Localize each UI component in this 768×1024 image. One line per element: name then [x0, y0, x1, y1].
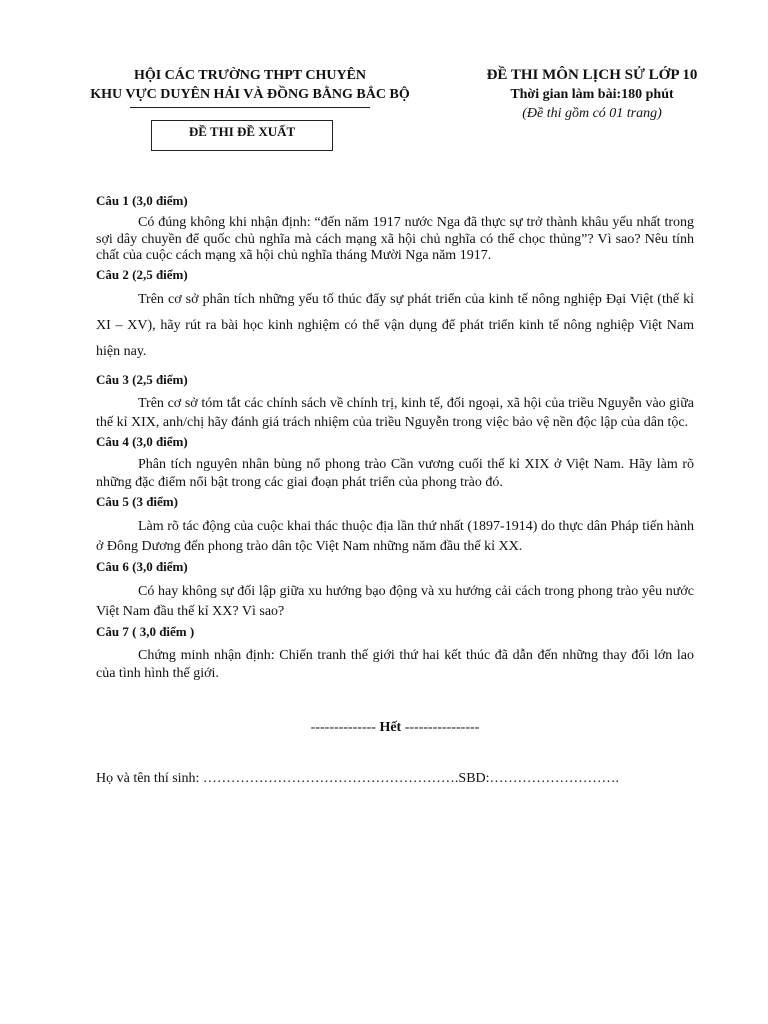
- question-body: Trên cơ sở phân tích những yếu tố thúc đẩy sự phát triển của kinh tế nông nghiệp Đại Việt (thế kỉ XI – XV), hãy rút ra bài học kinh nghiệm có thể vận dụng để phát triển kinh tế nông nghiệp Việt Nam hiện nay.: [96, 291, 694, 359]
- question-body: Có hay không sự đối lập giữa xu hướng bạo động và xu hướng cải cách trong phong trào yêu nước Việt Nam đầu thế kỉ XX? Vì sao?: [96, 583, 694, 619]
- question-body: Phân tích nguyên nhân bùng nổ phong trào Cần vương cuối thế kỉ XIX ở Việt Nam. Hãy làm rõ những đặc điểm nổi bật trong các giai đoạn phát triển của phong trào đó.: [96, 456, 694, 490]
- organizer-line-1: HỘI CÁC TRƯỜNG THPT CHUYÊN: [133, 68, 367, 83]
- question-title: Câu 4 (3,0 điểm): [96, 433, 188, 449]
- question-title: Câu 5 (3 điểm): [96, 493, 178, 509]
- exam-info-block: [472, 66, 712, 123]
- end-dashes-right: ----------------: [404, 720, 480, 735]
- question-3: [96, 370, 694, 432]
- question-6: [96, 557, 694, 622]
- end-dashes-left: --------------: [310, 720, 376, 735]
- proposal-label: ĐỀ THI ĐỀ XUẤT: [188, 124, 296, 139]
- question-title: Câu 3 (2,5 điểm): [96, 371, 188, 387]
- question-1: [96, 191, 694, 265]
- organizer-block: [72, 66, 428, 108]
- question-title: Câu 1 (3,0 điểm): [96, 193, 188, 208]
- question-title: Câu 2 (2,5 điểm): [96, 266, 188, 282]
- question-body: Có đúng không khi nhận định: “đến năm 1917 nước Nga đã thực sự trở thành khâu yếu nhất trong sợi dây chuyền để quốc chủ nghĩa mà cách mạng xã hội chủ nghĩa có thể chọc thủng”? Vì sao? Nêu tính chất của cuộc cách mạng xã hội chủ nghĩa tháng Mười Nga năm 1917.: [96, 215, 694, 263]
- exam-page-note: (Đề thi gồm có 01 trang): [522, 106, 662, 121]
- header-divider: [130, 107, 370, 108]
- question-title: Câu 6 (3,0 điểm): [96, 558, 188, 574]
- question-list: [96, 191, 694, 683]
- question-4: [96, 432, 694, 492]
- candidate-info-line: Họ và tên thí sinh: ……………………………………………….SBD:……………………….: [96, 771, 620, 786]
- question-2: [96, 265, 694, 365]
- question-body: Chứng minh nhận định: Chiến tranh thế giới thứ hai kết thúc đã dẫn đến những thay đổi lớn lao của tình hình thế giới.: [96, 647, 694, 681]
- exam-duration: Thời gian làm bài:180 phút: [510, 87, 674, 102]
- organizer-line-2: KHU VỰC DUYÊN HẢI VÀ ĐỒNG BẰNG BẮC BỘ: [90, 87, 410, 102]
- question-5: [96, 492, 694, 557]
- exam-title: ĐỀ THI MÔN LỊCH SỬ LỚP 10: [486, 67, 698, 83]
- proposal-label-box: [151, 120, 333, 151]
- question-7: [96, 622, 694, 683]
- end-marker: [96, 720, 694, 736]
- question-body: Làm rõ tác động của cuộc khai thác thuộc địa lần thứ nhất (1897-1914) do thực dân Pháp tiến hành ở Đông Dương đến phong trào dân tộc Việt Nam những năm đầu thế kỉ XX.: [96, 518, 694, 554]
- question-body: Trên cơ sở tóm tắt các chính sách về chính trị, kinh tế, đối ngoại, xã hội của triều Nguyễn vào giữa thế kỉ XIX, anh/chị hãy đánh giá trách nhiệm của triều Nguyễn trong việc bảo vệ nền độc lập của dân tộc.: [96, 395, 694, 430]
- question-title: Câu 7 ( 3,0 điểm ): [96, 623, 195, 639]
- end-word: Hết: [379, 720, 402, 735]
